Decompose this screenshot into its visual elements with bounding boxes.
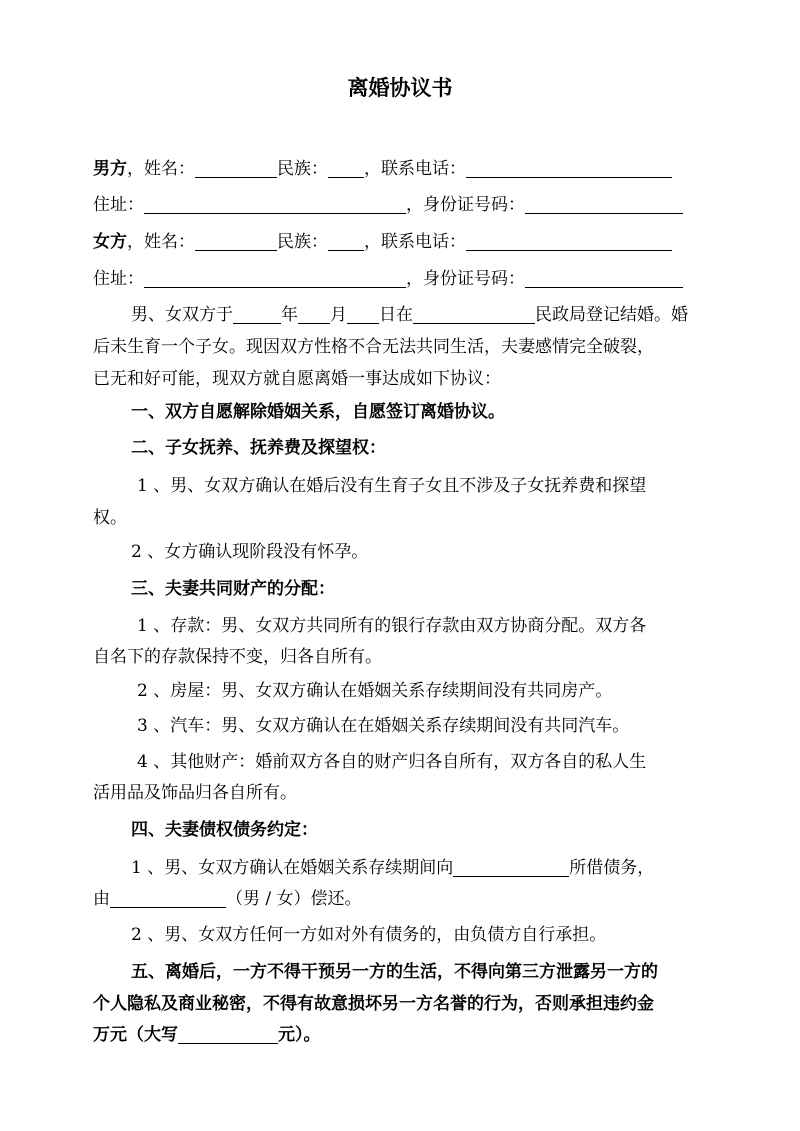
- section-5-line-3: [93, 1018, 713, 1052]
- debt-text-b: 所借债务，: [569, 858, 655, 878]
- section-4-item-2: 2 、男、女双方任何一方如对外有债务的，由负债方自行承担。: [131, 925, 607, 945]
- man-phone-blank[interactable]: [466, 157, 672, 178]
- man-sep: ，: [127, 159, 144, 179]
- section-3-item-1-line-2: 自名下的存款保持不变，归各自所有。: [93, 647, 382, 667]
- intro-text-b: 民政局登记结婚。婚: [535, 305, 688, 325]
- month-label: 月: [330, 305, 347, 325]
- woman-sep: ，: [127, 232, 144, 252]
- penalty-amount-blank[interactable]: [178, 1023, 278, 1044]
- month-blank[interactable]: [298, 303, 330, 324]
- penalty-text-a: 万元（大写: [93, 1025, 178, 1045]
- woman-address-row: [93, 262, 713, 296]
- section-4-item-1-line-2: [93, 882, 713, 916]
- intro-text-a: 男、女双方于: [131, 305, 233, 325]
- man-info-row: [93, 152, 713, 186]
- section-3-item-4-line-1: 4 、其他财产：婚前双方各自的财产归各自所有，双方各自的私人生: [137, 752, 647, 772]
- section-4-item-1-line-1: [93, 851, 713, 885]
- man-id-blank[interactable]: [525, 193, 683, 214]
- woman-id-blank[interactable]: [525, 267, 683, 288]
- year-label: 年: [281, 305, 298, 325]
- year-blank[interactable]: [233, 303, 281, 324]
- section-1-heading: 一、双方自愿解除婚姻关系，自愿签订离婚协议。: [131, 402, 505, 422]
- man-ethnic-blank[interactable]: [328, 157, 364, 178]
- document-title: 离婚协议书: [347, 75, 453, 100]
- man-label: 男方: [93, 159, 127, 179]
- man-address-blank[interactable]: [144, 193, 406, 214]
- woman-id-label: ，身份证号码：: [406, 269, 525, 289]
- man-id-label: ，身份证号码：: [406, 195, 525, 215]
- man-phone-label: ，联系电话：: [364, 159, 466, 179]
- section-4-heading: 四、夫妻债权债务约定：: [131, 820, 318, 840]
- man-ethnic-label: 民族：: [277, 159, 328, 179]
- woman-address-blank[interactable]: [144, 267, 406, 288]
- woman-phone-label: ，联系电话：: [364, 232, 466, 252]
- penalty-text-b: 元）。: [278, 1025, 321, 1045]
- debt-text-c: 由: [93, 889, 110, 909]
- day-label: 日在: [379, 305, 413, 325]
- intro-line-3: 已无和好可能，现双方就自愿离婚一事达成如下协议：: [93, 369, 501, 389]
- section-2-item-1-line-2: 权。: [93, 508, 127, 528]
- woman-info-row: [93, 225, 713, 259]
- creditor-blank[interactable]: [453, 856, 569, 877]
- debt-text-d: （男 / 女）偿还。: [226, 889, 362, 909]
- section-2-item-2: 2 、女方确认现阶段没有怀孕。: [131, 542, 369, 562]
- woman-phone-blank[interactable]: [466, 230, 672, 251]
- bureau-blank[interactable]: [413, 303, 535, 324]
- section-3-item-3: 3 、汽车：男、女双方确认在在婚姻关系存续期间没有共同汽车。: [137, 716, 630, 736]
- section-3-item-2: 2 、房屋：男、女双方确认在婚姻关系存续期间没有共同房产。: [137, 681, 613, 701]
- intro-line-2: 后未生育一个子女。现因双方性格不合无法共同生活，夫妻感情完全破裂，: [93, 337, 654, 357]
- section-5-line-2: 个人隐私及商业秘密，不得有故意损坏另一方名誉的行为，否则承担违约金: [93, 994, 654, 1014]
- section-3-heading: 三、夫妻共同财产的分配：: [131, 579, 335, 599]
- section-2-item-1-line-1: 1 、男、女双方确认在婚后没有生育子女且不涉及子女抚养费和探望: [137, 476, 647, 496]
- woman-label: 女方: [93, 232, 127, 252]
- woman-name-label: 姓名：: [144, 232, 195, 252]
- man-address-row: [93, 188, 713, 222]
- intro-line-1: [93, 298, 713, 332]
- repayer-blank[interactable]: [110, 887, 226, 908]
- section-2-heading: 二、子女抚养、抚养费及探望权：: [131, 438, 386, 458]
- day-blank[interactable]: [347, 303, 379, 324]
- woman-ethnic-label: 民族：: [277, 232, 328, 252]
- section-3-item-1-line-1: 1 、存款：男、女双方共同所有的银行存款由双方协商分配。双方各: [137, 616, 647, 636]
- section-3-item-4-line-2: 活用品及饰品归各自所有。: [93, 783, 297, 803]
- woman-name-blank[interactable]: [195, 230, 277, 251]
- woman-ethnic-blank[interactable]: [328, 230, 364, 251]
- debt-text-a: 1 、男、女双方确认在婚姻关系存续期间向: [131, 858, 454, 878]
- man-name-label: 姓名：: [144, 159, 195, 179]
- man-name-blank[interactable]: [195, 157, 277, 178]
- section-5-line-1: 五、离婚后，一方不得干预另一方的生活，不得向第三方泄露另一方的: [131, 962, 658, 982]
- man-address-label: 住址：: [93, 195, 144, 215]
- woman-address-label: 住址：: [93, 269, 144, 289]
